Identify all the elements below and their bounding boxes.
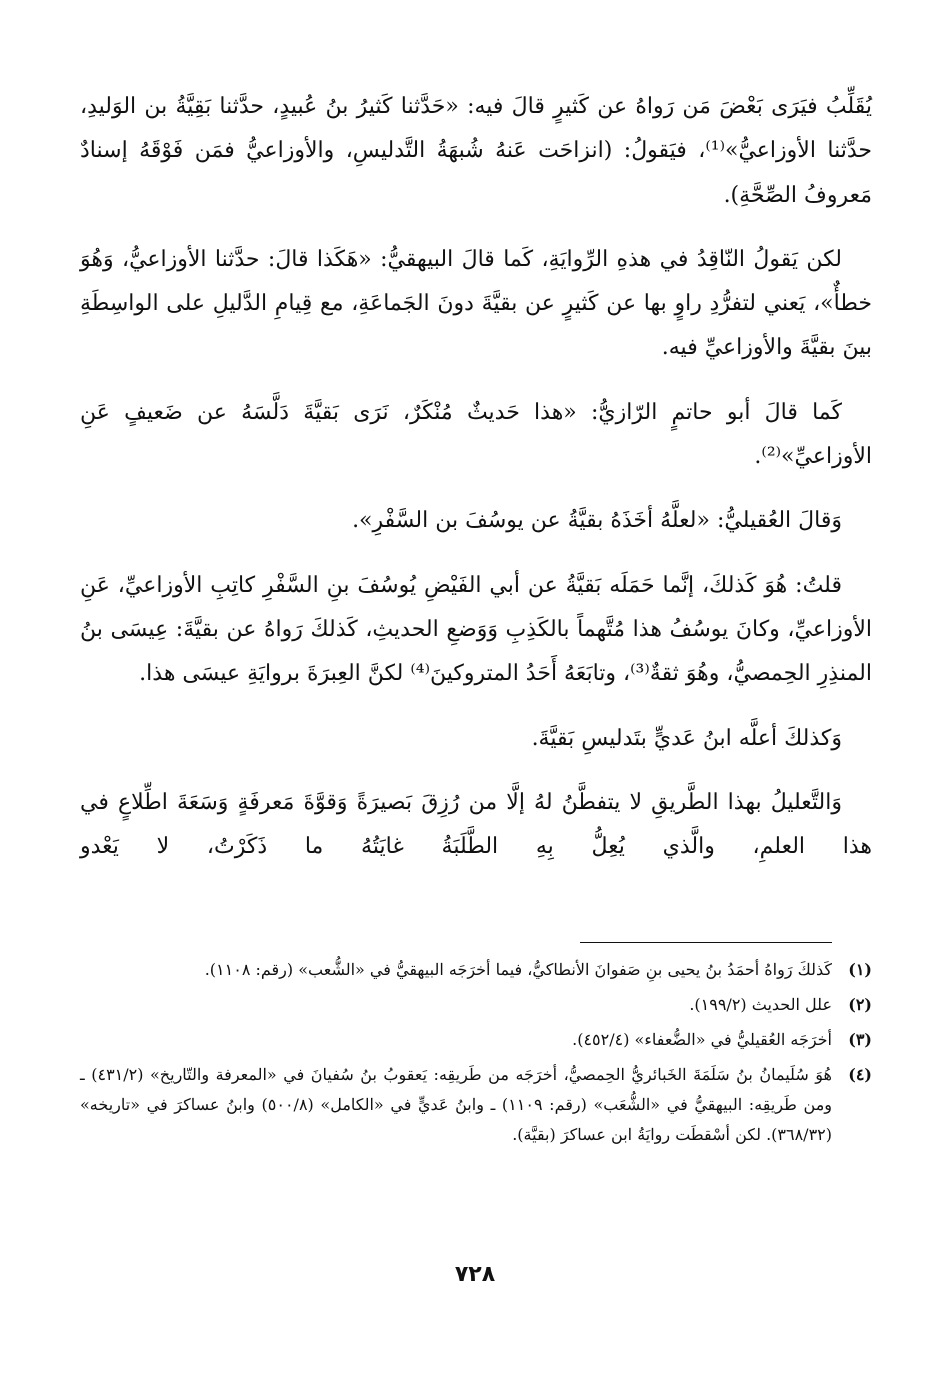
paragraph-6: وَكذلكَ أعلَّه ابنُ عَديٍّ بتَدليسِ بَقيَّةَ. <box>531 725 842 751</box>
footnote-text: علل الحديث (١٩٩/٢). <box>689 995 832 1014</box>
footnote-4 <box>80 1060 872 1150</box>
footnote-2 <box>80 990 872 1020</box>
paragraph-4: وَقالَ العُقيليُّ: «لعلَّهُ أخَذَهُ بقيَّةُ عن يوسُفَ بن السَّفْرِ». <box>352 508 842 534</box>
paragraph-1: يُقَلِّبُ فيَرَى بَعْضَ مَن رَواهُ عن كَثيرٍ قالَ فيه: «حَدَّثنا كَثيرُ بنُ عُبيدٍ، حدَّثنا بَقِيَّةُ بن الوَليدِ، حدَّثنا الأوزاعيُّ»⁽¹⁾، فيَقولُ: (انزاحَت عَنهُ شُبهَةُ التَّدليسِ، والأوزاعيُّ فمَن فَوْقَهُ إسنادٌ مَعروفُ الصِّحَّةِ). <box>80 94 873 208</box>
page-number: ٧٢٨ <box>454 1262 496 1287</box>
footnote-1 <box>80 955 872 985</box>
footnote-number: (٢) <box>848 995 872 1014</box>
footnote-text: أخرَجَه العُقيليُّ في «الضُّعفاء» (٤٥٢/٤). <box>572 1030 832 1049</box>
footnote-3 <box>80 1025 872 1055</box>
footnote-text: هُوَ سُلَيمانُ بنُ سَلَمَةَ الخَبائريُّ الحِمصيُّ، أخرَجَه من طَريقِه: يَعقوبُ بنُ سُفيانَ في «المعرفة والتّاريخ» (٤٣١/٢) ـ ومن طَريقِه: البيهقيُّ في «الشُّعَب» (رقم: ١١٠٩) ـ وابنُ عَديٍّ في «الكامل» (٥٠٠/٨) وابنُ عساكرَ في «تاريخه» (٣٦٨/٣٢). لكن أسْقطَت روايَةُ ابن عساكرَ (بقيَّة). <box>80 1065 832 1144</box>
paragraph-5: قلتُ: هُوَ كَذلكَ، إنَّما حَمَلَه بَقيَّةُ عن أبي الفَيْضِ يُوسُفَ بنِ السَّفْرِ كاتِبِ الأوزاعيِّ، عَنِ الأوزاعيِّ، وكانَ يوسُفُ هذا مُتَّهماً بالكَذِبِ وَوَضعِ الحديثِ، كَذلكَ رَواهُ عن بقيَّةَ: عِيسَى بنُ المنذِرِ الحِمصيُّ، وهُوَ ثقةٌ⁽³⁾، وتابَعَهُ أَحَدُ المتروكينَ⁽⁴⁾ لكنَّ العِبرَةَ بروايَةِ عيسَى هذا. <box>80 572 872 687</box>
footnote-number: (٤) <box>848 1065 872 1084</box>
main-text <box>80 85 872 889</box>
paragraph-2: لكن يَقولُ النّاقِدُ في هذهِ الرِّوايَةِ، كَما قالَ البيهقيُّ: «هَكَذا قالَ: حدَّثنا الأوزاعيُّ، وَهُوَ خطأٌ»، يَعني لتفرُّدِ راوٍ بها عن كَثيرٍ عن بقيَّةَ دونَ الجَماعَةِ، مع قِيامِ الدَّليلِ على الواسِطَةِ بينَ بقيَّةَ والأوزاعيِّ فيه. <box>80 246 872 361</box>
paragraph-7: وَالتَّعليلُ بهذا الطَّريقِ لا يتفطَّنُ لهُ إلَّا من رُزِقَ بَصيرَةً وَقوَّةَ مَعرفَةٍ وَسَعَةَ اطِّلاعٍ في هذا العلمِ، والَّذي يُعِلُّ بِهِ الطَّلَبَةُ غايَتُهُ ما ذَكَرْتُ، لا يَعْدو <box>80 789 872 860</box>
paragraph-3: كَما قالَ أبو حاتمٍ الرّازيُّ: «هذا حَديثٌ مُنْكَرٌ، نَرَى بَقيَّةَ دَلَّسَهُ عن ضَعيفٍ عَنِ الأوزاعيِّ»⁽²⁾. <box>80 399 872 470</box>
footnote-text: كَذلكَ رَواهُ أحمَدُ بنُ يحيى بنِ صَفوانَ الأنطاكيُّ، فيما أخرَجَه البيهقيُّ في «الشُّعب» (رقم: ١١٠٨). <box>204 960 832 979</box>
footnotes <box>80 955 872 1155</box>
footnote-number: (٣) <box>848 1030 872 1049</box>
footnote-separator <box>580 942 832 943</box>
footnote-number: (١) <box>848 960 872 979</box>
